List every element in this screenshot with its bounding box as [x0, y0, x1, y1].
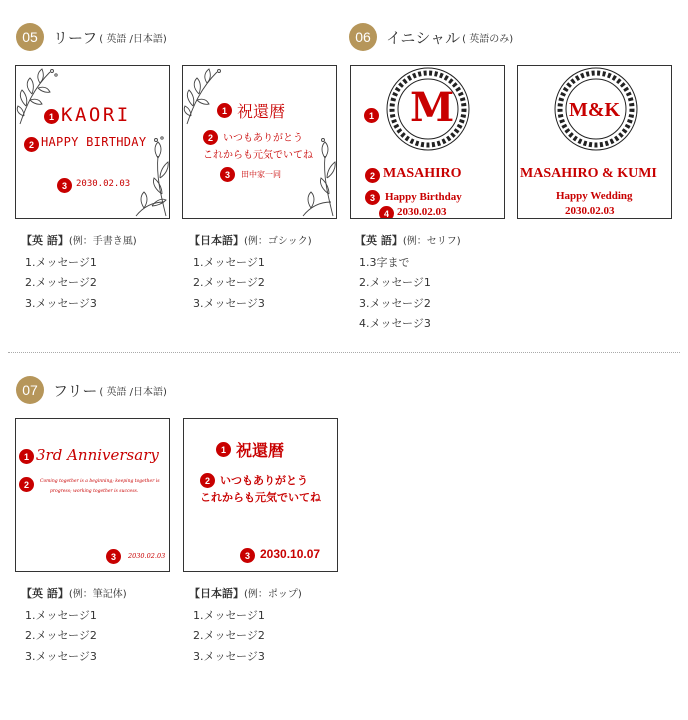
sample-card-leaf-japanese [182, 65, 337, 219]
description-item: 3.メッセージ3 [193, 649, 265, 663]
description-item: 3.メッセージ3 [25, 296, 97, 310]
callout-badge-3: 3 [220, 167, 235, 182]
section-divider [8, 352, 680, 353]
description-initial [355, 231, 461, 335]
description-item: 3.メッセージ3 [193, 296, 265, 310]
engraving-line-3: Happy Wedding [556, 190, 633, 202]
description-heading: 【日本語】 [189, 587, 244, 600]
sample-card-initial-pair [517, 65, 672, 219]
engraving-line-2a: いつもありがとう [220, 474, 308, 487]
section-07-header [16, 376, 167, 404]
sample-card-initial-single [350, 65, 505, 219]
description-heading: 【英 語】 [355, 234, 403, 247]
description-example: (例：手書き風) [68, 236, 137, 247]
engraving-line-1: KAORI [61, 104, 131, 126]
callout-badge-4: 4 [379, 206, 394, 219]
callout-badge-3: 3 [57, 178, 72, 193]
section-number: 05 [16, 23, 44, 51]
engraving-line-4: 2030.02.03 [565, 205, 615, 217]
description-example: (例：筆記体) [68, 589, 127, 600]
engraving-line-3: 2030.02.03 [76, 179, 131, 189]
callout-badge-1: 1 [44, 109, 59, 124]
section-subtitle: ( 英語 /日本語) [99, 33, 167, 45]
engraving-line-1: 祝還暦 [236, 441, 285, 460]
description-free-japanese [189, 584, 302, 667]
description-example: (例：ゴシック) [244, 236, 312, 247]
callout-badge-2: 2 [24, 137, 39, 152]
description-item: 2.メッセージ2 [25, 276, 97, 289]
callout-badge-1: 1 [19, 449, 34, 464]
description-free-english [21, 584, 127, 667]
engraving-line-3: Happy Birthday [385, 191, 462, 203]
description-leaf-japanese [189, 231, 312, 314]
section-number: 07 [16, 376, 44, 404]
engraving-line-3: 2030.02.03 [128, 552, 166, 560]
description-example: (例：セリフ) [402, 236, 461, 247]
description-item: 1.メッセージ1 [25, 255, 97, 269]
callout-badge-2: 2 [203, 130, 218, 145]
engraving-line-2: MASAHIRO [383, 166, 462, 181]
engraving-line-1: 3rd Anniversary [36, 446, 159, 464]
engraving-line-1: M&K [569, 99, 621, 121]
callout-badge-2: 2 [365, 168, 380, 183]
engraving-line-2a: Coming together is a beginning; keeping together is [40, 479, 160, 484]
sample-card-leaf-english [15, 65, 170, 219]
description-heading: 【英 語】 [21, 234, 69, 247]
section-title: リーフ [53, 28, 98, 47]
section-subtitle: ( 英語のみ) [462, 33, 514, 45]
description-item: 1.メッセージ1 [25, 608, 97, 622]
section-subtitle: ( 英語 /日本語) [99, 386, 167, 398]
engraving-line-2b: progress; working together is success. [50, 489, 139, 494]
description-item: 1.メッセージ1 [193, 255, 265, 269]
engraving-line-3: 田中家一同 [241, 170, 281, 179]
section-number: 06 [349, 23, 377, 51]
description-leaf-english [21, 231, 137, 314]
description-heading: 【日本語】 [189, 234, 244, 247]
callout-badge-1: 1 [217, 103, 232, 118]
engraving-line-1: 祝還暦 [237, 102, 286, 121]
description-item: 2.メッセージ2 [25, 629, 97, 642]
description-example: (例：ポップ) [244, 589, 302, 600]
section-05-header [16, 23, 167, 51]
description-item: 3.メッセージ3 [25, 649, 97, 663]
callout-badge-2: 2 [19, 477, 34, 492]
engraving-line-4: 2030.02.03 [397, 206, 447, 218]
engraving-line-2a: いつもありがとう [223, 133, 303, 144]
callout-badge-1: 1 [364, 108, 379, 123]
section-06-header [349, 23, 513, 51]
section-title: イニシャル [386, 28, 461, 47]
engraving-line-2: MASAHIRO & KUMI [520, 166, 657, 181]
description-item: 4.メッセージ3 [359, 317, 431, 330]
description-item: 1.メッセージ1 [193, 608, 265, 622]
description-heading: 【英 語】 [21, 587, 69, 600]
engraving-line-1: M [410, 84, 455, 131]
sample-card-free-english [15, 418, 170, 572]
callout-badge-3: 3 [240, 548, 255, 563]
engraving-line-3: 2030.10.07 [260, 547, 321, 561]
description-item: 1.3字まで [359, 255, 410, 269]
description-item: 2.メッセージ2 [193, 276, 265, 289]
description-item: 3.メッセージ2 [359, 296, 431, 310]
description-item: 2.メッセージ1 [359, 276, 431, 289]
callout-badge-3: 3 [106, 549, 121, 564]
sample-card-free-japanese [183, 418, 338, 572]
engraving-line-2b: これからも元気でいてね [200, 491, 321, 504]
description-item: 2.メッセージ2 [193, 629, 265, 642]
callout-badge-2: 2 [200, 473, 215, 488]
engraving-line-2: HAPPY BIRTHDAY [41, 135, 147, 149]
engraving-line-2b: これからも元気でいてね [203, 150, 313, 161]
section-title: フリー [53, 381, 98, 400]
callout-badge-1: 1 [216, 442, 231, 457]
callout-badge-3: 3 [365, 190, 380, 205]
